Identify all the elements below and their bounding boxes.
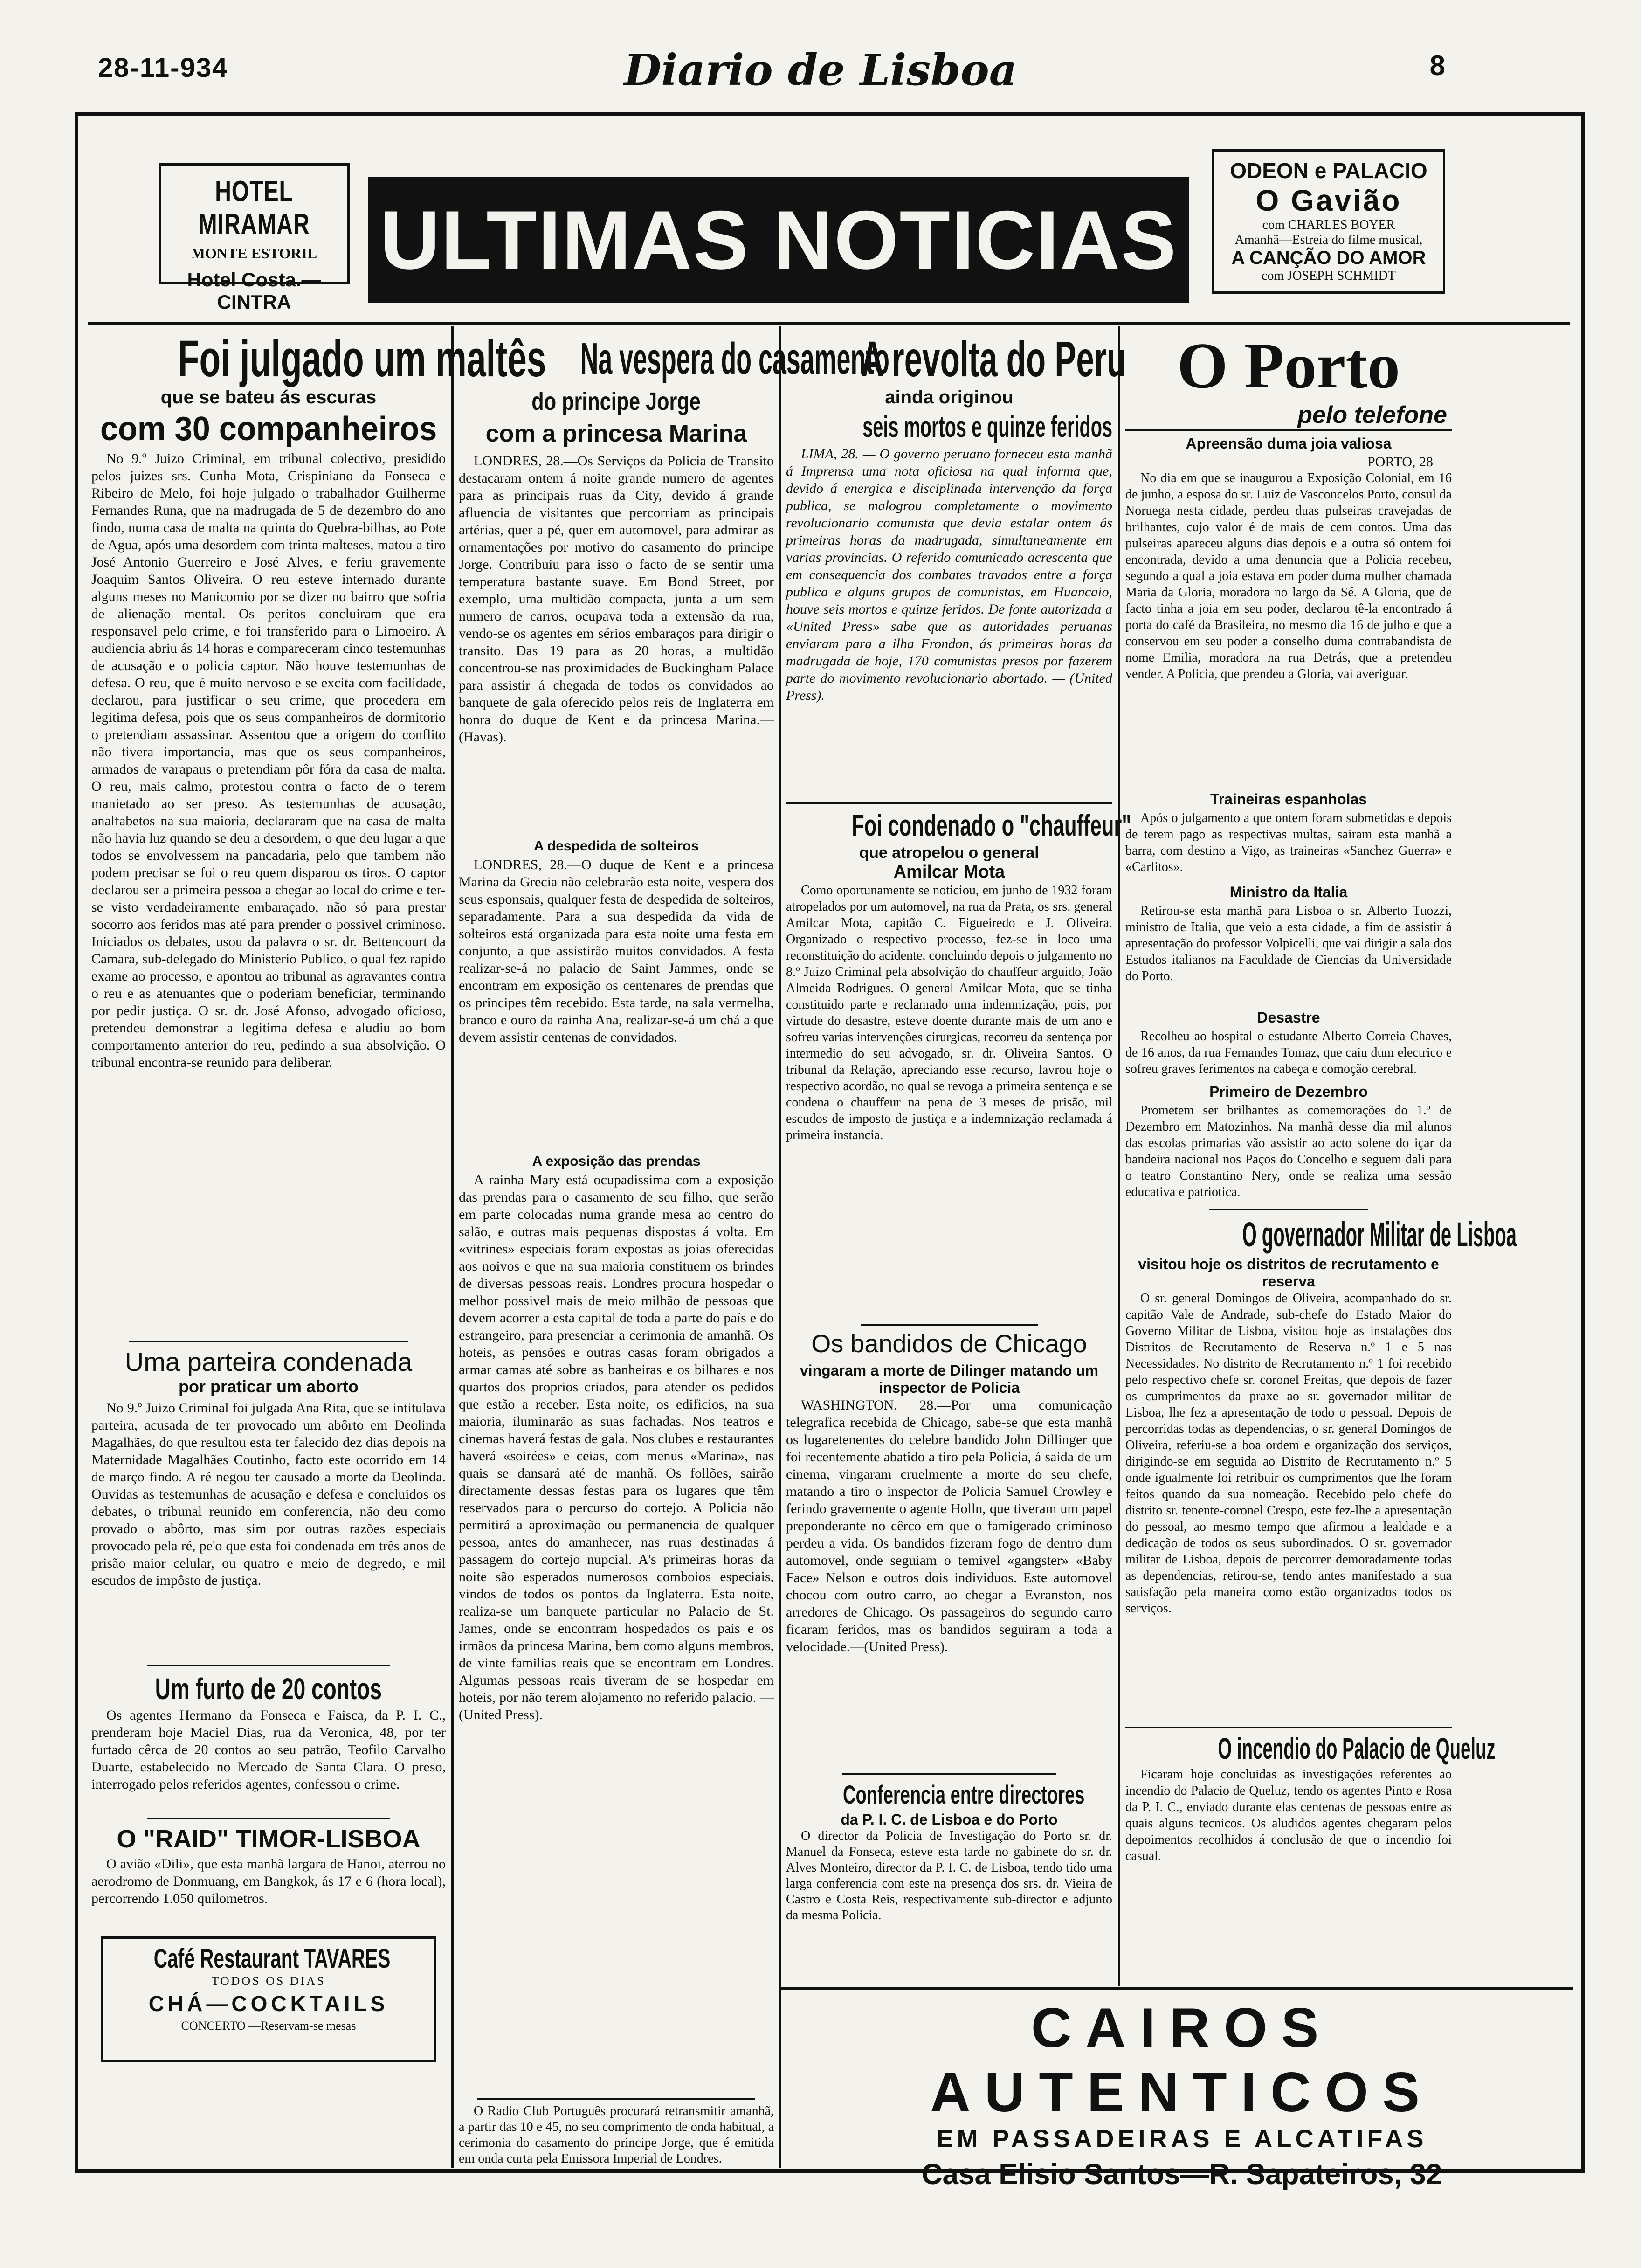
col1-headline-2: Uma parteira condenada <box>124 1347 413 1376</box>
col4-rule <box>1209 1209 1368 1210</box>
col1-headline-2-sub: por praticar um aborto <box>178 1377 359 1396</box>
col3-article-body: LIMA, 28. — O governo peruano forneceu esta manhã á Imprensa uma nota oficiosa na qual informa que, devido á energica e disciplinada intervenção da força publica, se malogrou completamente o movimento revolucionario comunista que devia estalar ontem ás primeiras horas da madrugada, simultaneamente em varias provincias. O referido comunicado acrescenta que em consequencia dos combates travados entre a força publica e alguns grupos de comunistas, em Huancaio, houve seis mortos e quinze feridos. De fonte autorizada a «United Press» sabe que as autoridades peruanas enviaram para a ilha Frondon, ás primeiras horas da madrugada de hoje, 170 comunistas presos por fazerem parte do movimento revolucionario abortado. — (United Press). <box>786 446 1112 703</box>
col4-section-3-body: Retirou-se esta manhã para Lisboa o sr. Alberto Tuozzi, ministro de Italia, que veio a esta cidade, a fim de assistir á apresentação do professor Volpicelli, que vai dirigir a sala dos Estudos italianos na Faculdade de Ciencias da Universidade do Porto. <box>1125 904 1452 983</box>
column-divider <box>779 326 781 2168</box>
cinema-star-1: com CHARLES BOYER <box>1262 218 1395 232</box>
col4-section-4-body: Recolheu ao hospital o estudante Alberto Correia Chaves, de 16 anos, da rua Fernandes Tomaz, que caiu dum electrico e sofreu graves ferimentos na cabeça e comoção cerebral. <box>1125 1029 1452 1076</box>
col2-section-1: A despedida de solteiros <box>534 838 699 854</box>
hotel-ad-sub: Hotel Costa.—CINTRA <box>187 269 321 313</box>
col1-article-4-body: O avião «Dili», que esta manhã largara de Hanoi, aterrou no aerodromo de Donmuang, em Bangkok, ás 17 e 6 (hora local), percorrendo 1.050 quilometros. <box>91 1856 446 1906</box>
col4-section-1: Apreensão duma joia valiosa <box>1186 435 1392 452</box>
column-4 <box>1125 330 1517 1986</box>
col4-headline: O Porto <box>1177 330 1400 402</box>
col4-rule <box>1125 1727 1452 1728</box>
col2-article-body: LONDRES, 28.—Os Serviços da Policia de Transito destacaram ontem á noite grande numero de agentes para as principais ruas da City, devido á grande afluencia de visitantes que percorriam as principais artérias, quer a pé, quer em automovel, para admirar as ornamentações por motivo do casamento do principe Jorge. Contribuiu para isso o facto de se sentir uma temperatura bastante suave. Em Bond Street, por exemplo, uma multidão compacta, junta a um sem numero de carros, ocupava toda a extensão da rua, vendo-se os agentes em sérios embaraços para dirigir o transito. Das 19 para as 20 horas, a multidão concentrou-se nas proximidades de Buckingham Palace para assistir á chegada de todos os convidados ao banquete de gala oferecido pelos reis de Inglaterra em honra do duque de Kent e da princesa Marina.—(Havas). <box>459 453 774 745</box>
hotel-ad-location: MONTE ESTORIL <box>191 245 317 262</box>
tavares-ad <box>101 1936 436 2062</box>
hotel-ad-name: HOTEL MIRAMAR <box>198 175 310 241</box>
col2-section-2-body: A rainha Mary está ocupadissima com a exposição das prendas para o casamento de seu filho, que serão em parte colocadas numa grande mesa ao centro do salão, e outras mais pequenas dispostas á volta. Em «vitrines» especiais foram expostas as joias oferecidas aos noivos e que na sua maioria constituem os brindes de diversas pessoas reais. Londres procura hospedar o melhor possivel mais de meio milhão de pessoas que devem acorrer a esta capital de toda a parte do país e do estrangeiro, para presenciar a cerimonia de amanhã. Os hoteis, as pensões e outras casas foram obrigados a armar camas até sobre as banheiras e os bilhares e nos quartos dos proprios criados, para atender os pedidos que estão a receber. Esta noite, os edificios, na sua maioria, iluminarão as suas fachadas. Nos teatros e cinemas haverá festas de gala. Nos clubes e restaurantes haverá «soirées» e ceias, com menus «Marina», nas quais se dansará até de manhã. Os follões, sairão directamente dessas festas para os lugares que têm reservados para o percurso do cortejo. A Policia não permitirá a aproximação ou permanencia de qualquer pessoa, antes do amanhecer, nas ruas destinadas á passagem do cortejo nupcial. A's primeiras horas da noite são esperados numerosos comboios especiais, vindos de todos os pontos da Inglaterra. Esta noite, realiza-se um banquete particular no Palacio de St. James, onde se encontram hospedados os pais e os irmãos da princesa Marina, bem como alguns membros, de vinte familias reais que se encontram em Londres. Algumas pessoas reais tiveram de se hospedar em hoteis, por não terem alojamento no referido palacio. — (United Press). <box>459 1172 774 1722</box>
cairos-ad-sub: EM PASSADEIRAS E ALCATIFAS <box>936 2125 1427 2153</box>
column-3 <box>786 331 1131 1986</box>
col4-headline-2: O governador Militar de Lisboa <box>1242 1215 1517 1254</box>
col4-headline-3: O incendio do Palacio de Queluz <box>1218 1732 1496 1765</box>
col3-headline-2: Foi condenado o "chauffeur" <box>852 809 1131 842</box>
cairos-ad-address: Casa Elisio Santos—R. Sapateiros, 32 <box>921 2158 1442 2191</box>
col2-radio-note: O Radio Club Português procurará retransmitir amanhã, a partir das 10 e 45, no seu comprimento de onda habitual, a cerimonia do casamento do principe Jorge, que é emitida em onda curta pela Emissora Imperial de Londres. <box>459 2104 774 2166</box>
hotel-ad <box>159 163 350 313</box>
column-divider <box>1118 326 1120 1986</box>
tavares-ad-name: Café Restaurant TAVARES <box>153 1943 391 1974</box>
col3-headline-4-sub: da P. I. C. de Lisboa e do Porto <box>841 1811 1058 1828</box>
col1-headline: Foi julgado um maltês <box>178 330 546 387</box>
col2-section-2: A exposição das prendas <box>532 1154 701 1169</box>
col3-headline-3: Os bandidos de Chicago <box>811 1330 1087 1358</box>
cinema-film-1: O Gavião <box>1255 184 1402 217</box>
cinema-ad <box>1212 149 1445 294</box>
tavares-ad-concert: CONCERTO —Reservam-se mesas <box>181 2019 356 2033</box>
col4-section-2: Traineiras espanholas <box>1210 791 1367 808</box>
col3-headline-2-sub-2: Amilcar Mota <box>893 862 1005 882</box>
col3-subhead-1: ainda originou <box>885 387 1014 408</box>
col4-article-2-body: O sr. general Domingos de Oliveira, acompanhado do sr. capitão Vale de Andrade, sub-chefe do Estado Maior do Governo Militar de Lisboa, visitou hoje as instalações dos Distritos de Recrutamento de Reserva n.º 1 e 5 nas Necessidades. No distrito de Recrutamento n.º 1 foi recebido pelo respectivo chefe sr. coronel Freitas, que depois de fazer os cumprimentos da praxe ao sr. governador militar de Lisboa, lhe fez a apresentação de todo o pessoal. Depois de percorridas todas as dependencias, o sr. general Domingos de Oliveira, referiu-se a boa ordem e organização dos serviços, dirigindo-se em seguida ao Distrito de Recrutamento n.º 5 onde igualmente foi retribuir os cumprimentos que lhe foram feitos quando da sua nomeação. Recebido pelo chefe do distrito sr. tenente-coronel Crespo, este fez-lhe a apresentação do pessoal, ao mesmo tempo que afirmou a lealdade e a dedicação de todos os seus subordinados. O sr. governador militar de Lisboa, depois de percorrer demoradamente todas as dependencias, retirou-se, tendo antes manifestado a sua satisfação pela maneira como estão organizados todos os serviços. <box>1125 1291 1452 1616</box>
ultimas-noticias-banner: ULTIMAS NOTICIAS <box>368 177 1189 303</box>
col4-headline-2-sub: visitou hoje os distritos de recrutamento e reserva <box>1138 1256 1439 1290</box>
ad-rule <box>781 1987 1573 1990</box>
col1-rule <box>147 1665 390 1666</box>
column-divider <box>451 326 454 2168</box>
col3-article-4-body: O director da Policia de Investigação do Porto sr. dr. Manuel da Fonseca, esteve esta tarde no gabinete do sr. dr. Alves Monteiro, director da P. I. C. de Lisboa, tendo tido uma larga conferencia com este na presença dos srs. dr. Vieira de Castro e Costa Reis, respectivamente sub-director e adjunto da mesma Policia. <box>786 1829 1112 1922</box>
col2-rule <box>477 2098 755 2100</box>
col3-headline-2-sub-1: que atropelou o general <box>859 844 1039 862</box>
col2-subhead-2: com a princesa Marina <box>485 420 747 447</box>
col4-section-4: Desastre <box>1257 1009 1320 1026</box>
col3-headline: A revolta do Peru <box>861 331 1126 387</box>
cairos-ad <box>788 1996 1576 2191</box>
column-2 <box>459 331 889 2166</box>
cairos-ad-title: CAIROS AUTENTICOS <box>930 1997 1434 2123</box>
col4-section-5-body: Prometem ser brilhantes as comemorações do 1.º de Dezembro em Matozinhos. Na manhã desse dia mil alunos das escolas primarias vão assistir ao acto solene do içar da bandeira nacional nos Paços do Concelho e seguem dali para o teatro Constantino Nery, onde se realiza uma sessão educativa e patriotica. <box>1125 1103 1452 1199</box>
newspaper-title: Diario de Lisboa <box>624 45 1017 95</box>
column-1 <box>91 330 546 2164</box>
cinema-film-2: A CANÇÃO DO AMOR <box>1231 248 1426 268</box>
col2-headline: Na vespera do casamento <box>580 334 889 384</box>
col4-section-5: Primeiro de Dezembro <box>1209 1083 1368 1100</box>
col3-rule <box>861 1324 1038 1326</box>
tavares-ad-tea: CHÁ—COCKTAILS <box>148 1991 389 2016</box>
col4-section-3: Ministro da Italia <box>1229 884 1348 900</box>
col4-section-1-body: No dia em que se inaugurou a Exposição Colonial, em 16 de junho, a esposa do sr. Luiz de Vasconcelos Porto, consul da Noruega nesta cidade, perdeu duas pulseiras cravejadas de brilhantes, cujo valor é de mais de cem contos. Uma das pulseiras apareceu alguns dias depois e a outra só ontem foi encontrada, devido a uma denuncia que a Policia recebeu, segundo a qual a joia estava em poder duma mulher chamada Maria da Gloria, moradora no largo da Sé. A Gloria, que de facto tinha a joia em seu poder, declarou tê-la encontrado á porta do café da Brasileira, no mesmo dia 16 de julho e que a conservou em seu poder a conselho duma contrabandista de nome Emilia, moradora na rua Detrás, que a pretendeu vender. A Policia, que prendeu a Gloria, vai averiguar. <box>1125 471 1452 681</box>
col3-subhead-2: seis mortos e quinze feridos <box>862 410 1113 443</box>
col3-rule <box>842 1773 1056 1775</box>
cinema-note: Amanhã—Estreia do filme musical, <box>1234 233 1423 247</box>
col1-subhead-1: que se bateu ás escuras <box>160 387 377 408</box>
page-number: 8 <box>1429 50 1445 81</box>
col1-article-3-body: Os agentes Hermano da Fonseca e Faisca, da P. I. C., prenderam hoje Maciel Dias, rua da Veronica, 48, por ter furtado cêrca de 20 contos ao seu patrão, Teofilo Carvalho Duarte, estabelecido no Mercado de Santa Clara. O preso, interrogado pelos referidos agentes, confessou o crime. <box>91 1708 446 1792</box>
col4-subhead: pelo telefone <box>1125 401 1452 431</box>
tavares-ad-days: TODOS OS DIAS <box>211 1974 326 1988</box>
col3-article-2-body: Como oportunamente se noticiou, em junho de 1932 foram atropelados por um automovel, na rua da Prata, os srs. general Amilcar Mota, capitão C. Figueiredo e J. Oliveira. Organizado o respectivo processo, fez-se in loco uma reconstituição do acidente, concluindo depois o julgamento no 8.º Juizo Criminal pela absolvição do chauffeur arguido, João Almeida Rodrigues. O general Amilcar Mota, que se tinha constituido parte e reclamado uma indemnização, pois, por virtude do desastre, esteve doente durante mais de um ano e sofreu varias intervenções cirurgicas, recorreu da sentença por intermedio do seu advogado, sr. dr. Oliveira Santos. O tribunal da Relação, apreciando esse recurso, lavrou hoje o respectivo acordão, no qual se revoga a primeira sentença e se condena o chauffeur na pena de 3 meses de prisão, mil escudos de imposto de justiça e a indemnização reclamada á primeira instancia. <box>786 883 1112 1142</box>
col3-headline-3-sub: vingaram a morte de Dilinger matando um inspector de Policia <box>800 1362 1099 1396</box>
col1-headline-4: O "RAID" TIMOR-LISBOA <box>117 1825 421 1853</box>
col2-subhead-1: do principe Jorge <box>531 387 701 415</box>
col1-article-body: No 9.º Juizo Criminal, em tribunal colectivo, presidido pelos juizes srs. Cunha Mota, Crispiniano da Fonseca e Ribeiro de Melo, foi hoje julgado o trabalhador Guilherme Fernandes Runa, que na madrugada de 5 de dezembro do ano findo, numa casa de malta na quinta do Quebra-bilhas, ao Pote de Agua, após uma desordem com trinta malteses, matou a tiro José Antonio Guerreiro e José Alves, e feriu gravemente Joaquim Santos Oliveira. O reu esteve internado durante alguns meses no Manicomio por se dizer no bairro que sofria de alienação mental. Os peritos concluiram que era responsavel pelo crime, e foi transferido para o Limoeiro. A audiencia abriu ás 14 horas e compareceram cinco testemunhas de acusação e o policia captor. Não houve testemunhas de defesa. O reu, que é muito nervoso e se excita com facilidade, declarou, para justificar o seu crime, que procedera em legitima defesa, pois que os seus companheiros de dormitorio o pretendiam assassinar. Assentou que a origem do conflito não tivera importancia, mas que os seus companheiros, armados de varapaus o pretendiam pôr fóra da casa de malta. O reu, mais calmo, protestou contra o facto de o terem manietado ao ser preso. As testemunhas de acusação, analfabetos na sua maioria, declararam que na casa de malta não havia luz quando se deu a desordem, o que deu lugar a que todos se envolvessem na pancadaria, pelo que tambem não podem precisar se foi o reu quem disparou os tiros. O captor declarou ser a primeira pessoa a chegar ao local do crime e ter-se visto verdadeiramente embaraçado, não só para prestar socorro aos feridos mas até para prender o possivel criminoso. Iniciados os debates, usou da palavra o sr. dr. Bettencourt da Camara, sub-delegado do Ministerio Publico, o qual fez rapido exame ao processo, e apontou ao tribunal as agravantes contra o reu e as atenuantes que o poderiam beneficiar, terminando por pedir justiça. O sr. dr. José Afonso, advogado oficioso, pretendeu demonstrar a legitima defesa e aludiu ao bom comportamento anterior do reu, pedindo a sua absolvição. O tribunal encontra-se reunido para deliberar. <box>91 451 446 1070</box>
col4-section-2-body: Após o julgamento a que ontem foram submetidas e depois de terem pago as respectivas multas, sairam esta manhã a barra, com destino a Vigo, as traineiras «Sanchez Guerra» e «Carlitos». <box>1125 811 1452 874</box>
col3-headline-4: Conferencia entre directores <box>842 1780 1085 1809</box>
col1-subhead-2: com 30 companheiros <box>100 410 437 448</box>
col1-rule <box>147 1818 390 1819</box>
issue-date: 28-11-934 <box>98 53 228 83</box>
col1-rule <box>129 1341 408 1342</box>
col1-headline-3: Um furto de 20 contos <box>155 1672 382 1706</box>
header-rule <box>88 322 1570 325</box>
col3-rule <box>786 802 1112 804</box>
col3-article-3-body: WASHINGTON, 28.—Por uma comunicação telegrafica recebida de Chicago, sabe-se que esta manhã os lugaretenentes do celebre bandido John Dillinger que foi recentemente abatido a tiro pela Policia, á saida de um cinema, vingaram cruelmente a morte do seu chefe, matando a tiro o inspector de Policia Samuel Crowley e ferindo gravemente o agente Holln, que tiveram um papel preponderante no cêrco em que o famigerado criminoso perdeu a vida. Os bandidos fizeram fogo de dentro dum automovel, onde seguiam o temivel «gangster» «Baby Face» Nelson e outros dois individuos. Este automovel chocou com outro carro, ao chegar a Evranston, nos arredores de Chicago. Os passageiros do segundo carro ficaram feridos, mas os bandidos seguiram a toda a velocidade.—(United Press). <box>786 1397 1112 1654</box>
col4-article-3-body: Ficaram hoje concluidas as investigações referentes ao incendio do Palacio de Queluz, tendo os agentes Pinto e Rosa da P. I. C., enviado durante elas centenas de pessoas entre as quais alguns tecnicos. Os aludidos agentes chegaram pelos depoimentos recolhidos á conclusão de que o incendio foi casual. <box>1125 1767 1452 1863</box>
col4-dateline: PORTO, 28 <box>1367 454 1433 470</box>
col2-section-1-body: LONDRES, 28.—O duque de Kent e a princesa Marina da Grecia não celebrarão esta noite, vespera dos seus esponsais, qualquer festa de despedida de solteiros, separadamente. Para a sua despedida da vida de solteiros está organizada para esta noite uma festa em conjunto, a que assistirão muitos convidados. A festa realizar-se-á no palacio de Saint Jammes, onde se encontram em exposição os centenares de prendas que os principes têm recebido. Esta tarde, na sala vermelha, branco e ouro da rainha Ana, realizar-se-á um chá a que devem assistir centenas de convidados. <box>459 857 774 1045</box>
cinema-venue: ODEON e PALACIO <box>1230 159 1427 183</box>
col1-article-2-body: No 9.º Juizo Criminal foi julgada Ana Rita, que se intitulava parteira, acusada de ter provocado um abôrto em Deolinda Magalhães, do que resultou esta ter falecido dez dias depois na Maternidade Magalhães Coutinho, facto este ocorrido em 14 de março findo. A ré negou ter causado a morte da Deolinda. Ouvidas as testemunhas de acusação e defesa e concluidos os debates, o tribunal reunido em conferencia, não deu como provado o abôrto, mas sim por outras razões especiais provocado pela ré, pe'o que esta foi condenada em três anos de prisão maior celular, ou quatro e meio de degredo, e mil escudos de impôsto de justiça. <box>91 1400 446 1588</box>
cinema-star-2: com JOSEPH SCHMIDT <box>1262 269 1396 283</box>
